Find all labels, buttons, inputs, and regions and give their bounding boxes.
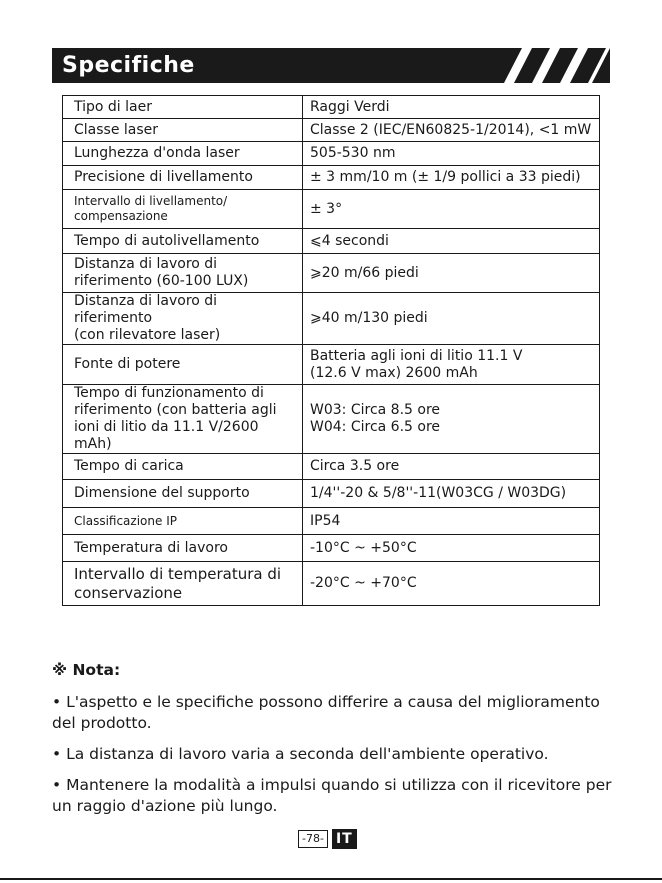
spec-value: -10°C ~ +50°C (303, 535, 600, 562)
page-title: Specifiche (62, 53, 195, 78)
spec-label: Intervallo di temperatura di conservazione (63, 562, 303, 606)
spec-row (63, 293, 600, 345)
spec-row (63, 508, 600, 535)
spec-label: Precisione di livellamento (63, 166, 303, 190)
note-item: • La distanza di lavoro varia a seconda dell'ambiente operativo. (52, 745, 549, 763)
section-header (52, 48, 610, 83)
spec-label: Tempo di autolivellamento (63, 229, 303, 254)
spec-row (63, 385, 600, 454)
spec-row (63, 229, 600, 254)
spec-row (63, 345, 600, 385)
spec-value: 505-530 nm (303, 142, 600, 166)
language-badge: IT (332, 829, 357, 849)
notes-section (52, 660, 612, 827)
spec-row (63, 190, 600, 229)
page-number: -78- (298, 830, 328, 848)
spec-row (63, 454, 600, 480)
spec-row (63, 254, 600, 293)
page-footer (298, 829, 357, 849)
spec-label: Dimensione del supporto (63, 480, 303, 508)
spec-value: -20°C ~ +70°C (303, 562, 600, 606)
spec-row (63, 96, 600, 119)
spec-label: Classe laser (63, 119, 303, 142)
spec-value: ± 3° (303, 190, 600, 229)
notes-title: ※ Nota: (52, 661, 121, 679)
spec-value: Circa 3.5 ore (303, 454, 600, 480)
spec-value: W03: Circa 8.5 ore W04: Circa 6.5 ore (303, 385, 600, 454)
spec-value: Batteria agli ioni di litio 11.1 V (12.6 V max) 2600 mAh (303, 345, 600, 385)
spec-value: ⩽4 secondi (303, 229, 600, 254)
spec-label: Temperatura di lavoro (63, 535, 303, 562)
spec-label: Tempo di funzionamento di riferimento (con batteria agli ioni di litio da 11.1 V/2600 mAh) (63, 385, 303, 454)
spec-label: Tempo di carica (63, 454, 303, 480)
spec-value: ⩾20 m/66 piedi (303, 254, 600, 293)
specifications-table (62, 95, 600, 606)
spec-label: Lunghezza d'onda laser (63, 142, 303, 166)
spec-value: ± 3 mm/10 m (± 1/9 pollici a 33 piedi) (303, 166, 600, 190)
spec-row (63, 119, 600, 142)
spec-row (63, 142, 600, 166)
spec-row (63, 480, 600, 508)
spec-label: Classificazione IP (63, 508, 303, 535)
bottom-divider (0, 878, 662, 880)
spec-value: Raggi Verdi (303, 96, 600, 119)
note-item: • Mantenere la modalità a impulsi quando si utilizza con il ricevitore per un raggio d'azione più lungo. (52, 776, 612, 815)
spec-label: Tipo di laer (63, 96, 303, 119)
spec-row (63, 535, 600, 562)
spec-label: Distanza di lavoro di riferimento (60-100 LUX) (63, 254, 303, 293)
spec-value: IP54 (303, 508, 600, 535)
spec-value: 1/4''-20 & 5/8''-11(W03CG / W03DG) (303, 480, 600, 508)
spec-value: Classe 2 (IEC/EN60825-1/2014), <1 mW (303, 119, 600, 142)
spec-label: Fonte di potere (63, 345, 303, 385)
spec-label: Intervallo di livellamento/ compensazione (63, 190, 303, 229)
spec-row (63, 562, 600, 606)
spec-value: ⩾40 m/130 piedi (303, 293, 600, 345)
note-item: • L'aspetto e le specifiche possono differire a causa del miglioramento del prodotto. (52, 693, 600, 732)
spec-label: Distanza di lavoro di riferimento (con rilevatore laser) (63, 293, 303, 345)
spec-row (63, 166, 600, 190)
